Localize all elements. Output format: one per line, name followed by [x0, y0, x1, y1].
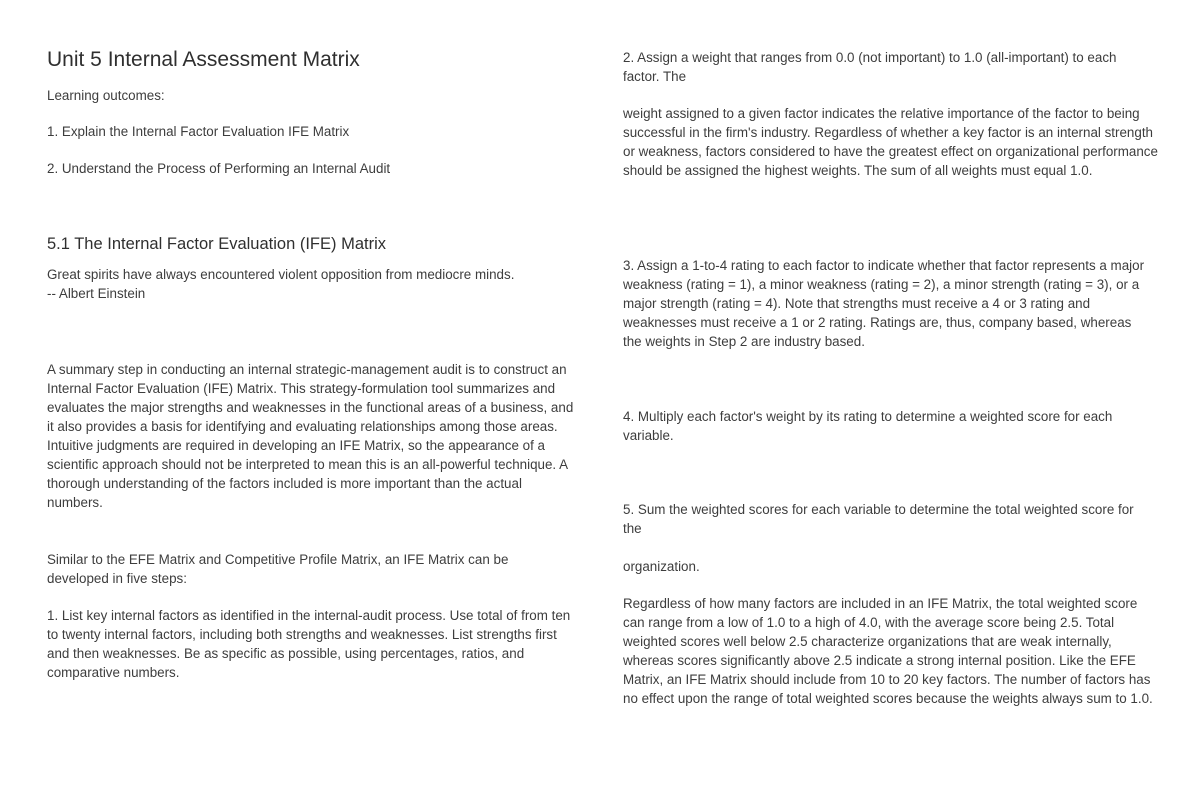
- summary-paragraph: A summary step in conducting an internal strategic-management audit is to construct an Internal Factor Evaluation (IFE) Matrix. This strategy-formulation tool summarizes and evaluates the major strengths and weaknesses in the functional areas of a business, and it also provides a basis for identifying and evaluating relationships among those areas. Intuitive judgments are required in developing an IFE Matrix, so the appearance of a scientific approach should not be interpreted to mean this is an all-powerful technique. A thorough understanding of the factors included is more important than the actual numbers.: [47, 362, 574, 510]
- step-1-text: 1. List key internal factors as identified in the internal-audit process. Use total of from ten to twenty internal factors, including both strengths and weaknesses. List strengths first and then weaknesses. Be as specific as possible, using percentages, ratios, and comparative numbers.: [47, 608, 571, 680]
- quote-text: Great spirits have always encountered violent opposition from mediocre minds.: [47, 267, 515, 282]
- regardless-paragraph: Regardless of how many factors are included in an IFE Matrix, the total weighted score can range from a low of 1.0 to a high of 4.0, with the average score being 2.5. Total weighted scores well below 2.5 characterize organizations that are weak internally, whereas scores significantly above 2.5 indicate a strong internal position. Like the EFE Matrix, an IFE Matrix should include from 10 to 20 key factors. The number of factors has no effect upon the range of total weighted scores because the weights always sum to 1.0.: [623, 596, 1153, 706]
- step-5-intro: 5. Sum the weighted scores for each variable to determine the total weighted score for the: [623, 502, 1134, 536]
- step-3-text: 3. Assign a 1-to-4 rating to each factor to indicate whether that factor represents a major weakness (rating = 1), a minor weakness (rating = 2), a minor strength (rating = 3), or a major strength (rating = 4). Note that strengths must receive a 4 or 3 rating and weaknesses must receive a 1 or 2 rating. Ratings are, thus, company based, whereas the weights in Step 2 are industry based.: [623, 258, 1145, 349]
- five-steps-intro: Similar to the EFE Matrix and Competitive Profile Matrix, an IFE Matrix can be developed in five steps:: [47, 552, 509, 586]
- step-4-text: 4. Multiply each factor's weight by its rating to determine a weighted score for each variable.: [623, 409, 1113, 443]
- step-2-intro: 2. Assign a weight that ranges from 0.0 (not important) to 1.0 (all-important) to each factor. The: [623, 50, 1117, 84]
- page-title: Unit 5 Internal Assessment Matrix: [47, 48, 360, 71]
- learning-outcome-2: 2. Understand the Process of Performing an Internal Audit: [47, 161, 391, 176]
- section-title: 5.1 The Internal Factor Evaluation (IFE) Matrix: [47, 235, 386, 253]
- step-5-continuation: organization.: [623, 559, 700, 574]
- quote-author: -- Albert Einstein: [47, 286, 146, 301]
- step-2-body: weight assigned to a given factor indicates the relative importance of the factor to being successful in the firm's industry. Regardless of whether a key factor is an internal strength or weakness, factors considered to have the greatest effect on organizational performance should be assigned the highest weights. The sum of all weights must equal 1.0.: [623, 106, 1158, 178]
- learning-outcomes-label: Learning outcomes:: [47, 88, 165, 103]
- learning-outcome-1: 1. Explain the Internal Factor Evaluation IFE Matrix: [47, 124, 350, 139]
